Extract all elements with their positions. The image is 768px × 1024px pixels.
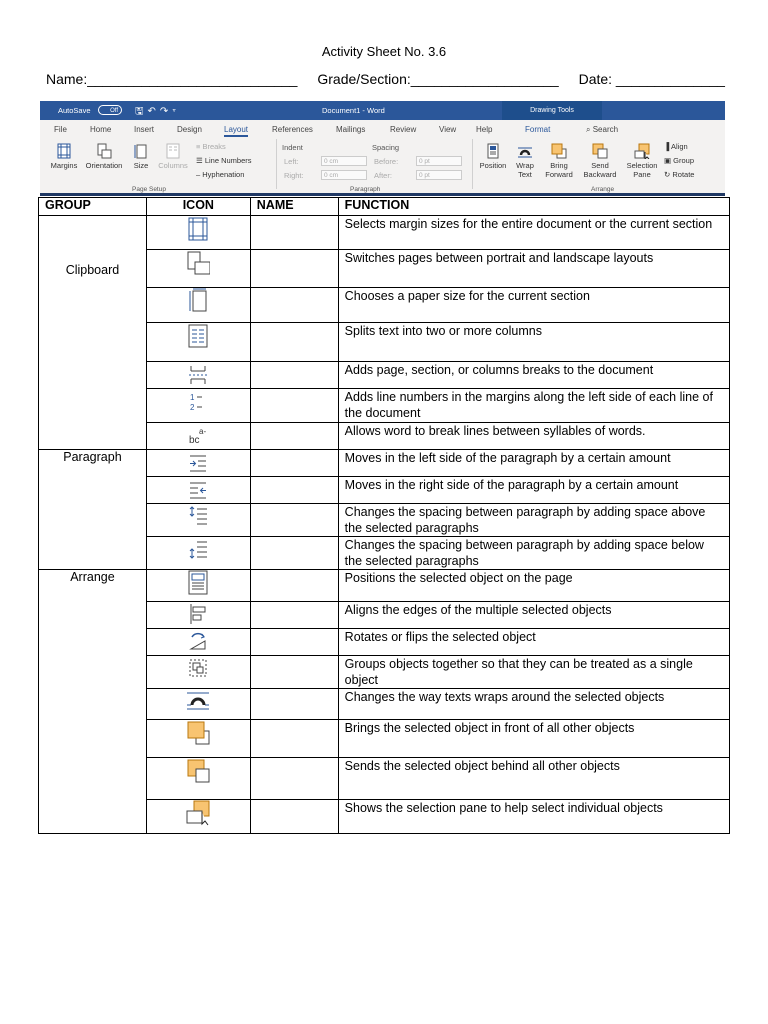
icon-cell [146,602,250,629]
header-name: NAME [250,198,338,216]
margins-button[interactable] [46,143,82,170]
indent-right-input[interactable]: 0 cm [321,170,367,180]
word-ribbon [40,101,725,196]
selection-pane-button[interactable] [622,143,662,179]
indent-left-label: Left: [284,157,299,166]
icon-cell [146,450,250,477]
header-group: GROUP [39,198,147,216]
function-cell: Aligns the edges of the multiple selected objects [338,602,729,629]
table-header-row [39,198,730,216]
name-cell[interactable] [250,288,338,323]
wrap-text-button[interactable] [510,143,540,179]
spacing-before-input[interactable]: 0 pt [416,156,462,166]
spacing-after-icon [186,537,210,563]
name-cell[interactable] [250,362,338,389]
header-function: FUNCTION [338,198,729,216]
name-cell[interactable] [250,656,338,689]
activity-table [38,197,730,834]
page-setup-group-label: Page Setup [132,186,166,193]
position-label: Position [479,161,507,170]
function-cell: Allows word to break lines between syllables of words. [338,423,729,450]
name-cell[interactable] [250,423,338,450]
columns-icon [165,143,181,159]
name-cell[interactable] [250,689,338,720]
svg-text:a-: a- [199,427,207,436]
send-backward-icon [186,758,210,784]
grade-section-field[interactable]: Grade/Section:___________________ [317,71,559,87]
wrap-text-icon [186,689,210,715]
icon-cell [146,323,250,362]
tab-mailings[interactable]: Mailings [336,125,366,134]
function-cell: Sends the selected object behind all other objects [338,758,729,800]
hyphenation-button[interactable]: ‒ Hyphenation [196,170,245,179]
spacing-before-label: Before: [374,157,399,166]
indent-right-icon [186,477,210,503]
function-cell: Selects margin sizes for the entire document or the current section [338,216,729,250]
function-cell: Groups objects together so that they can be treated as a single object [338,656,729,689]
autosave-label: AutoSave [58,106,91,115]
size-icon [133,143,149,159]
group-cell [39,450,147,570]
size-icon [186,288,210,314]
name-cell[interactable] [250,216,338,250]
tab-file[interactable]: File [54,125,67,134]
hyphenation-icon [186,423,210,449]
margins-icon [56,143,72,159]
icon-cell [146,504,250,537]
function-cell: Moves in the left side of the paragraph by a certain amount [338,450,729,477]
separator [472,139,473,189]
send-backward-button[interactable] [578,143,622,179]
position-icon [186,570,210,596]
tab-references[interactable]: References [272,125,313,134]
function-cell: Shows the selection pane to help select individual objects [338,800,729,834]
group-icon [186,656,210,682]
name-field[interactable]: Name:___________________________ [46,71,298,87]
tab-layout[interactable]: Layout [224,125,248,137]
paragraph-group-label: Paragraph [350,186,381,193]
function-cell: Chooses a paper size for the current section [338,288,729,323]
function-cell: Switches pages between portrait and landscape layouts [338,250,729,288]
tab-review[interactable]: Review [390,125,417,134]
breaks-button[interactable]: ≡ Breaks [196,142,226,151]
name-cell[interactable] [250,602,338,629]
wrap-text-label: Wrap Text [516,161,534,179]
autosave-toggle[interactable]: Off [98,105,122,115]
group-cell [39,216,147,450]
columns-icon [186,323,210,349]
rotate-button[interactable]: ↻ Rotate [664,170,695,179]
tab-format[interactable]: Format [525,125,551,134]
name-cell[interactable] [250,477,338,504]
icon-cell [146,720,250,758]
icon-cell [146,389,250,423]
icon-cell [146,288,250,323]
breaks-icon [186,362,210,388]
function-cell: Splits text into two or more columns [338,323,729,362]
tab-view[interactable]: View [439,125,457,134]
icon-cell [146,537,250,570]
size-label: Size [133,161,149,170]
line-numbers-icon [186,389,210,415]
orientation-label: Orientation [85,161,123,170]
header-icon: ICON [146,198,250,216]
name-cell[interactable] [250,720,338,758]
selection-pane-label: Selection Pane [626,161,658,179]
menu-bar [40,120,725,138]
margins-label: Margins [50,161,78,170]
group-label: Group [673,156,695,165]
name-cell[interactable] [250,570,338,602]
icon-cell [146,800,250,834]
align-label: Align [670,142,688,151]
function-cell: Changes the spacing between paragraph by adding space below the selected paragraphs [338,537,729,570]
svg-text:1: 1 [190,393,195,402]
rotate-label: Rotate [672,170,695,179]
tab-insert[interactable]: Insert [134,125,155,134]
name-cell[interactable] [250,504,338,537]
function-cell: Brings the selected object in front of all other objects [338,720,729,758]
line-numbers-label: Line Numbers [204,156,252,165]
name-cell[interactable] [250,758,338,800]
function-cell: Adds page, section, or columns breaks to the document [338,362,729,389]
position-icon [485,143,501,159]
line-numbers-button[interactable]: ☰ Line Numbers [196,156,252,165]
spacing-before-icon [186,504,210,530]
icon-cell [146,656,250,689]
table-row [39,216,730,250]
name-cell[interactable] [250,323,338,362]
position-button[interactable] [476,143,510,170]
group-button[interactable]: ▣ Group [664,156,695,165]
indent-label: Indent [282,143,303,152]
spacing-after-label: After: [374,171,392,180]
group-label: Clipboard [65,263,120,277]
student-fields [46,71,741,87]
tab-help[interactable]: Help [476,125,493,134]
group-label: Paragraph [63,450,122,464]
spacing-after-input[interactable]: 0 pt [416,170,462,180]
icon-cell [146,570,250,602]
quick-access-icons[interactable]: 🖫↶↷▿ [135,106,180,117]
icon-cell [146,216,250,250]
indent-left-input[interactable]: 0 cm [321,156,367,166]
name-cell[interactable] [250,537,338,570]
icon-cell [146,250,250,288]
icon-cell [146,477,250,504]
sheet-title: Activity Sheet No. 3.6 [321,44,447,59]
name-cell[interactable] [250,250,338,288]
name-cell[interactable] [250,389,338,423]
wrap-text-icon [517,143,533,159]
orientation-button[interactable] [82,143,126,170]
table-row [39,450,730,477]
indent-right-label: Right: [284,171,304,180]
table-row [39,570,730,602]
align-icon [186,602,210,628]
columns-label: Columns [158,161,188,170]
group-label: Arrange [70,570,115,584]
name-cell[interactable] [250,450,338,477]
svg-text:2: 2 [190,403,195,412]
name-cell[interactable] [250,800,338,834]
arrange-group-label: Arrange [591,186,615,193]
bring-forward-label: Bring Forward [545,161,573,179]
send-backward-label: Send Backward [583,161,617,179]
bring-forward-icon [551,143,567,159]
document-title: Document1 - Word [322,106,385,115]
align-button[interactable]: ▐ Align [664,142,688,151]
rotate-icon [186,629,210,655]
function-cell: Moves in the right side of the paragraph by a certain amount [338,477,729,504]
icon-cell [146,758,250,800]
drawing-tools-tab: Drawing Tools [502,101,602,120]
title-bar [40,101,725,120]
selection-pane-icon [186,800,210,826]
icon-cell [146,689,250,720]
tab-design[interactable]: Design [177,125,202,134]
indent-left-icon [186,450,210,476]
hyphenation-label: Hyphenation [202,170,245,179]
selection-pane-icon [634,143,650,159]
separator [276,139,277,189]
spacing-label: Spacing [372,143,400,152]
tab-home[interactable]: Home [90,125,112,134]
date-field[interactable]: Date: ______________ [578,71,725,87]
size-button[interactable] [128,143,154,170]
function-cell: Rotates or flips the selected object [338,629,729,656]
search-label: Search [592,125,619,134]
function-cell: Changes the spacing between paragraph by adding space above the selected paragraphs [338,504,729,537]
function-cell: Changes the way texts wraps around the selected objects [338,689,729,720]
group-cell [39,570,147,834]
function-cell: Adds line numbers in the margins along the left side of each line of the document [338,389,729,423]
breaks-label: Breaks [202,142,226,151]
bring-forward-icon [186,720,210,746]
send-backward-icon [592,143,608,159]
svg-text:bc: bc [189,435,200,446]
icon-cell [146,362,250,389]
function-cell: Positions the selected object on the page [338,570,729,602]
search-icon: ⌕ [586,125,591,134]
icon-cell [146,423,250,450]
name-cell[interactable] [250,629,338,656]
orientation-icon [186,250,210,276]
bring-forward-button[interactable] [540,143,578,179]
orientation-icon [96,143,112,159]
margins-icon [186,216,210,242]
columns-button[interactable] [154,143,192,170]
icon-cell [146,629,250,656]
search-box[interactable] [586,125,618,135]
